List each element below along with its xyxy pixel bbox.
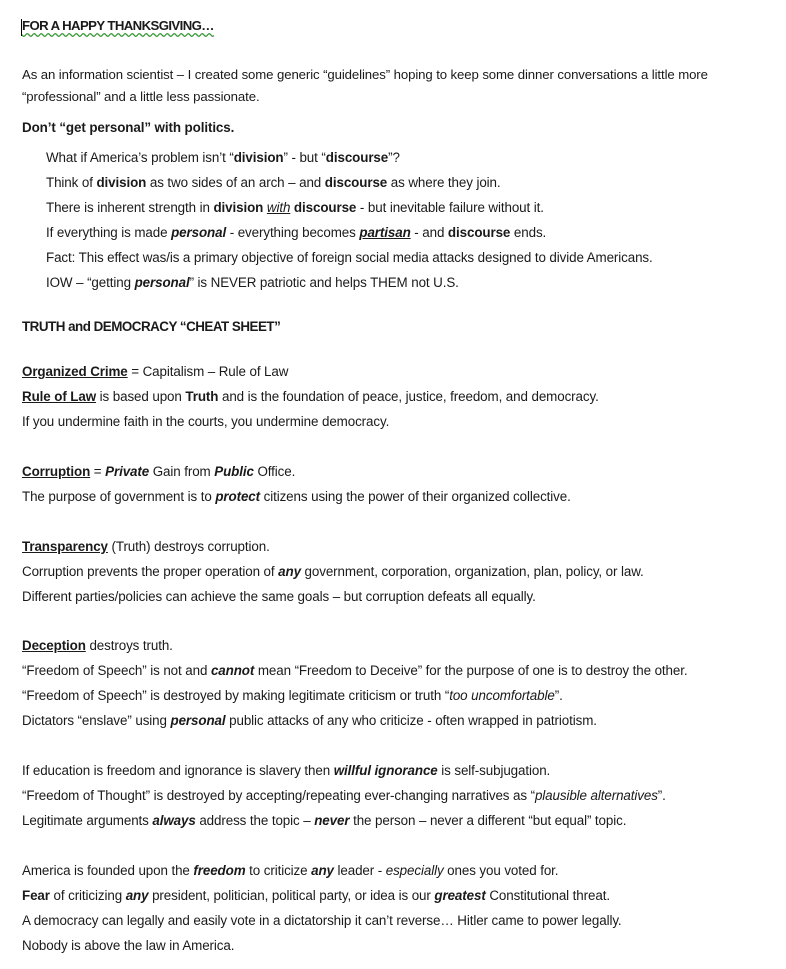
deception-line: Deception destroys truth. (22, 638, 173, 653)
politics-point-6: IOW – “getting personal” is NEVER patriotic and helps THEM not U.S. (46, 275, 459, 290)
freedom-speech-line-1: “Freedom of Speech” is not and cannot mean “Freedom to Deceive” for the purpose of one is to destroy the other. (22, 663, 688, 678)
politics-point-1: What if America’s problem isn’t “division” - but “discourse”? (46, 150, 400, 165)
intro-line-1: As an information scientist – I created some generic “guidelines” hoping to keep some dinner conversations a little more (22, 67, 708, 82)
organized-crime-line: Organized Crime = Capitalism – Rule of Law (22, 364, 289, 379)
politics-point-2: Think of division as two sides of an arch – and discourse as where they join. (46, 175, 501, 190)
courts-line: If you undermine faith in the courts, you undermine democracy. (22, 414, 390, 429)
above-law-line: Nobody is above the law in America. (22, 938, 235, 953)
fear-line: Fear of criticizing any president, politician, political party, or idea is our greatest Constitutional threat. (22, 888, 610, 903)
politics-point-3: There is inherent strength in division with discourse - but inevitable failure without it. (46, 200, 544, 215)
freedom-thought-line: “Freedom of Thought” is destroyed by accepting/repeating ever-changing narratives as “plausible alternatives”. (22, 788, 666, 803)
government-purpose-line: The purpose of government is to protect citizens using the power of their organized collective. (22, 489, 571, 504)
politics-heading: Don’t “get personal” with politics. (22, 120, 235, 135)
cheat-sheet-heading: TRUTH and DEMOCRACY “CHEAT SHEET” (22, 319, 281, 334)
education-line: If education is freedom and ignorance is slavery then willful ignorance is self-subjugation. (22, 763, 551, 778)
politics-point-4: If everything is made personal - everything becomes partisan - and discourse ends. (46, 225, 547, 240)
dictators-line: Dictators “enslave” using personal public attacks of any who criticize - often wrapped in patriotism. (22, 713, 597, 728)
document-title: FOR A HAPPY THANKSGIVING… (22, 18, 214, 33)
america-founded-line: America is founded upon the freedom to criticize any leader - especially ones you voted for. (22, 863, 559, 878)
corruption-definition-line: Corruption = Private Gain from Public Office. (22, 464, 296, 479)
intro-line-2: “professional” and a little less passionate. (22, 89, 260, 104)
politics-point-5: Fact: This effect was/is a primary objective of foreign social media attacks designed to divide Americans. (46, 250, 653, 265)
corruption-effect-line: Corruption prevents the proper operation of any government, corporation, organization, plan, policy, or law. (22, 564, 644, 579)
parties-line: Different parties/policies can achieve the same goals – but corruption defeats all equally. (22, 589, 536, 604)
freedom-speech-line-2: “Freedom of Speech” is destroyed by making legitimate criticism or truth “too uncomfortable”. (22, 688, 563, 703)
transparency-line: Transparency (Truth) destroys corruption. (22, 539, 270, 554)
rule-of-law-line: Rule of Law is based upon Truth and is the foundation of peace, justice, freedom, and democracy. (22, 389, 599, 404)
democracy-vote-line: A democracy can legally and easily vote in a dictatorship it can’t reverse… Hitler came to power legally. (22, 913, 622, 928)
arguments-line: Legitimate arguments always address the topic – never the person – never a different “but equal” topic. (22, 813, 627, 828)
